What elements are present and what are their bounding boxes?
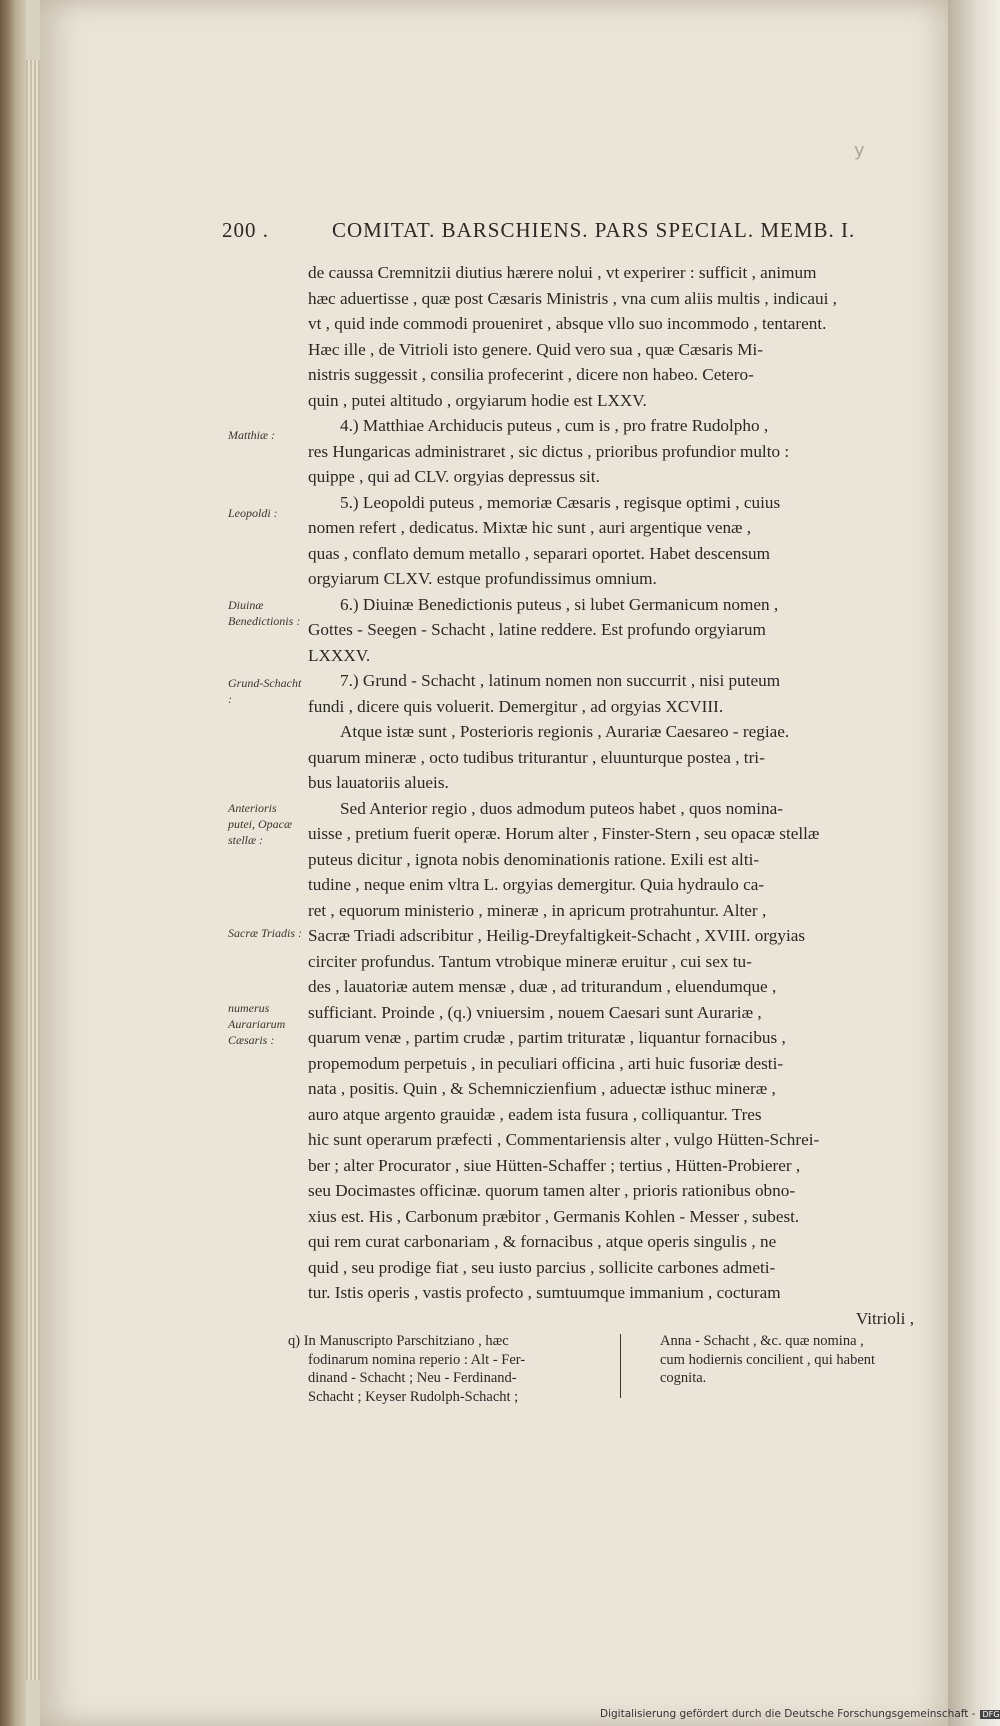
margin-note-anterioris-putei: Anterioris putei, Opacæ stellæ :	[228, 801, 292, 847]
text-line: orgyiarum CLXV. estque profundissimus omnium.	[308, 569, 657, 588]
text-line: des , lauatoriæ autem mensæ , duæ , ad triturandum , eluendumque ,	[308, 977, 777, 996]
text-line: hic sunt operarum præfecti , Commentariensis alter , vulgo Hütten-Schrei-	[308, 1130, 820, 1149]
dfg-logo: DFG	[980, 1710, 1000, 1719]
text-line: quin , putei altitudo , orgyiarum hodie est LXXV.	[308, 390, 647, 410]
text-line: qui rem curat carbonariam , & fornacibus , atque operis singulis , ne	[308, 1232, 777, 1251]
text-line: Sed Anterior regio , duos admodum puteos habet , quos nomina-	[340, 798, 783, 818]
footnote-line: dinand - Schacht ; Neu - Ferdinand-	[308, 1370, 517, 1386]
footnote-line: cum hodiernis concilient , qui habent	[660, 1351, 876, 1368]
digitization-credit	[600, 1708, 1000, 1724]
text-line: puteus dicitur , ignota nobis denominationis ratione. Exili est alti-	[308, 849, 760, 869]
text-line: ret , equorum ministerio , mineræ , in apricum protrahuntur. Alter ,	[308, 900, 767, 920]
stain-mark: y	[854, 140, 865, 161]
margin-note-diuinae-benedictionis: Diuinæ Benedictionis :	[228, 598, 301, 628]
text-line: tur. Istis operis , vastis profecto , sumtuumque immanium , cocturam	[308, 1283, 781, 1302]
text-line: hæc aduertisse , quæ post Cæsaris Ministris , vna cum aliis multis , indicaui ,	[308, 288, 837, 308]
text-line: 4.) Matthiae Archiducis puteus , cum is , pro fratre Rudolpho ,	[340, 416, 769, 435]
text-line: nistris suggessit , consilia profecerint , dicere non habeo. Cetero-	[308, 365, 754, 384]
text-line: vt , quid inde commodi proueniret , absque vllo suo incommodo , tentarent.	[308, 314, 827, 333]
text-line: 5.) Leopoldi puteus , memoriæ Cæsaris , regisque optimi , cuius	[340, 492, 781, 512]
running-head	[222, 218, 902, 252]
text-line: quas , conflato demum metallo , separari oportet. Habet descensum	[308, 543, 771, 563]
text-line: LXXXV.	[308, 645, 371, 665]
text-line: quarum mineræ , octo tudibus triturantur , eluunturque postea , tri-	[308, 747, 765, 767]
text-line: 6.) Diuinæ Benedictionis puteus , si lubet Germanicum nomen ,	[340, 594, 779, 614]
text-line: uisse , pretium fuerit operæ. Horum alter , Finster-Stern , seu opacæ stellæ	[308, 824, 820, 843]
footnote-line: cognita.	[660, 1370, 707, 1386]
page-number: 200 .	[222, 218, 269, 242]
margin-note-sacrae-triadis: Sacræ Triadis :	[228, 926, 303, 940]
page-edges	[26, 60, 40, 1680]
footnote-line: Anna - Schacht , &c. quæ nomina ,	[660, 1333, 864, 1349]
margin-note-numerus-aurariarum: numerus Aurariarum Cæsaris :	[228, 1001, 286, 1047]
catchword: Vitrioli ,	[855, 1308, 914, 1328]
footnote-right-column	[660, 1332, 930, 1388]
running-title: COMITAT. BARSCHIENS. PARS SPECIAL. MEMB. I.	[332, 218, 856, 242]
text-line: ber ; alter Procurator , siue Hütten-Schaffer ; tertius , Hütten-Probierer ,	[308, 1155, 801, 1175]
text-line: 7.) Grund - Schacht , latinum nomen non succurrit , nisi puteum	[340, 671, 781, 690]
footnote-left-column	[288, 1332, 616, 1406]
footnote-column-rule	[620, 1334, 621, 1398]
text-line: res Hungaricas administraret , sic dictus , prioribus profundior multo :	[308, 441, 790, 461]
page-gutter-shadow	[948, 0, 1000, 1726]
text-line: sufficiant. Proinde , (q.) vniuersim , nouem Caesari sunt Aurariæ ,	[308, 1002, 762, 1022]
credit-text: Digitalisierung gefördert durch die Deutsche Forschungsgemeinschaft -	[600, 1708, 976, 1720]
text-line: nata , positis. Quin , & Schemniczienfium , aduectæ isthuc mineræ ,	[308, 1079, 776, 1098]
text-line: quarum venæ , partim crudæ , partim trituratæ , liquantur fornacibus ,	[308, 1028, 786, 1047]
margin-note-matthiae: Matthiæ :	[228, 428, 275, 442]
text-line: quid , seu prodige fiat , seu iusto parcius , sollicite carbones admeti-	[308, 1257, 776, 1277]
text-line: seu Docimastes officinæ. quorum tamen alter , prioris rationibus obno-	[308, 1181, 796, 1200]
footnote-line: Schacht ; Keyser Rudolph-Schacht ;	[308, 1388, 519, 1405]
main-text-block	[308, 260, 914, 1331]
text-line: Atque istæ sunt , Posterioris regionis , Aurariæ Caesareo - regiae.	[340, 722, 790, 741]
text-line: propemodum perpetuis , in peculiari officina , arti huic fusoriæ desti-	[308, 1053, 784, 1073]
text-line: tudine , neque enim vltra L. orgyias demergitur. Quia hydraulo ca-	[308, 875, 765, 894]
text-line: circiter profundus. Tantum vtrobique mineræ eruitur , cui sex tu-	[308, 951, 752, 971]
margin-note-leopoldi: Leopoldi :	[228, 506, 278, 520]
footnote-line: fodinarum nomina reperio : Alt - Fer-	[308, 1351, 526, 1368]
text-line: quippe , qui ad CLV. orgyias depressus sit.	[308, 467, 600, 486]
text-line: bus lauatoriis alueis.	[308, 773, 449, 792]
text-line: Sacræ Triadi adscribitur , Heilig-Dreyfaltigkeit-Schacht , XVIII. orgyias	[308, 926, 806, 945]
text-line: de caussa Cremnitzii diutius hærere nolui , vt experirer : sufficit , animum	[308, 263, 817, 282]
text-line: xius est. His , Carbonum præbitor , Germanis Kohlen - Messer , subest.	[308, 1206, 800, 1226]
footnote-line: q) In Manuscripto Parschitziano , hæc	[288, 1333, 509, 1349]
text-line: Hæc ille , de Vitrioli isto genere. Quid vero sua , quæ Cæsaris Mi-	[308, 339, 764, 359]
text-line: nomen refert , dedicatus. Mixtæ hic sunt , auri argentique venæ ,	[308, 518, 752, 537]
book-spine	[0, 0, 26, 1726]
text-line: fundi , dicere quis voluerit. Demergitur , ad orgyias XCVIII.	[308, 696, 724, 716]
text-line: auro atque argento grauidæ , eadem ista fusura , colliquantur. Tres	[308, 1104, 762, 1124]
margin-note-grund-schacht: Grund-Schacht :	[228, 676, 302, 706]
text-line: Gottes - Seegen - Schacht , latine reddere. Est profundo orgyiarum	[308, 620, 766, 639]
